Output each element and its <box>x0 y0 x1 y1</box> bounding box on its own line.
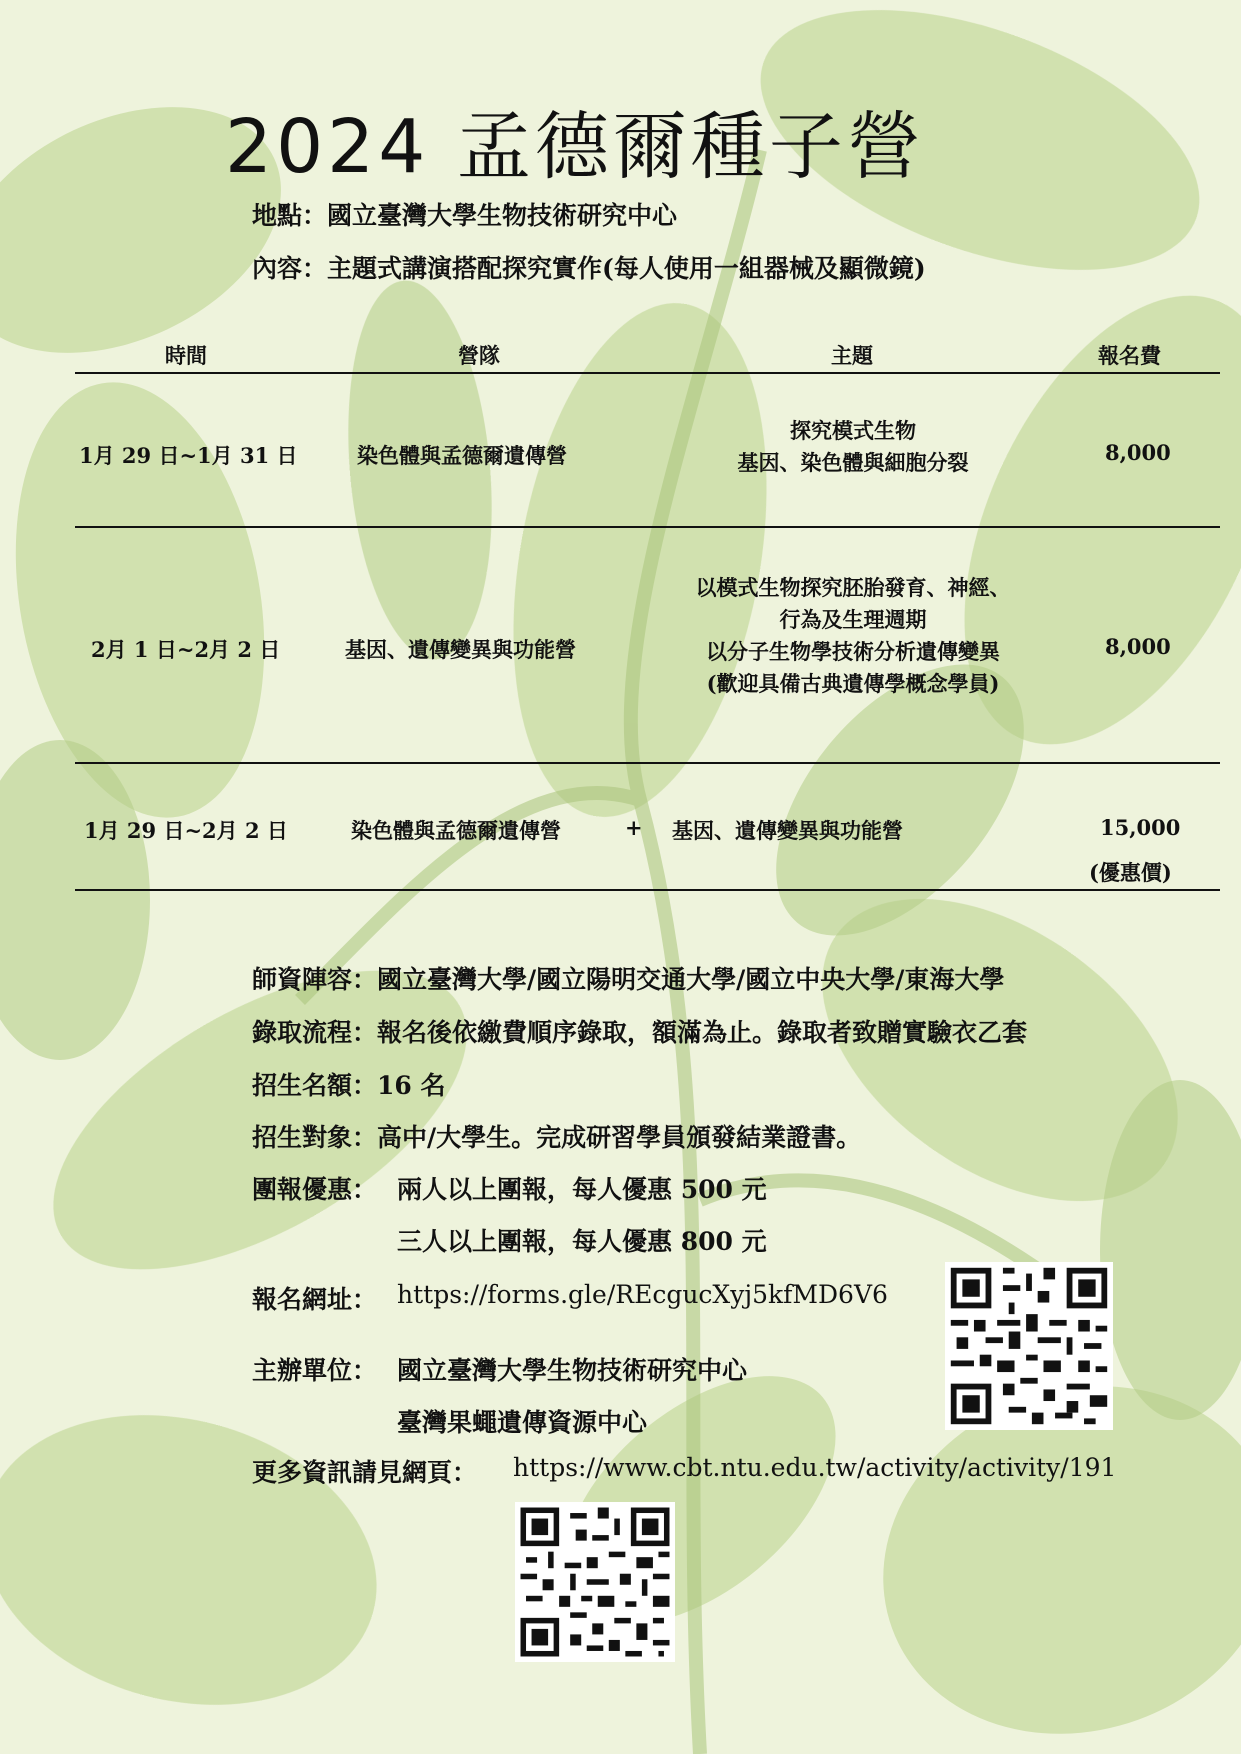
row1-time: 1月 29 日~1月 31 日 <box>79 443 298 468</box>
row3-fee: 15,000 <box>1100 815 1181 840</box>
quota-text: 招生名額：16 名 <box>252 1071 446 1100</box>
header-time: 時間 <box>165 343 207 368</box>
row2-time: 2月 1 日~2月 2 日 <box>91 637 281 662</box>
row1-camp: 染色體與孟德爾遺傳營 <box>357 443 567 468</box>
row1-topic-line: 基因、染色體與細胞分裂 <box>737 450 969 475</box>
organizer-label: 主辦單位： <box>252 1356 378 1385</box>
table-rule <box>75 372 1220 374</box>
row2-camp: 基因、遺傳變異與功能營 <box>345 637 576 662</box>
row2-topic-line: 行為及生理週期 <box>779 607 927 632</box>
row2-topic-line: 以分子生物學技術分析遺傳變異 <box>706 639 1000 664</box>
signup-link[interactable]: https://forms.gle/REcgucXyj5kfMD6V6 <box>397 1280 888 1309</box>
more-info-link[interactable]: https://www.cbt.ntu.edu.tw/activity/activity/191 <box>513 1453 1117 1482</box>
row2-topics <box>653 572 1053 700</box>
row3-fee-note: (優惠價) <box>1089 860 1172 885</box>
group-discount-line1: 兩人以上團報，每人優惠 500 元 <box>397 1175 767 1204</box>
organizer-2: 臺灣果蠅遺傳資源中心 <box>397 1408 648 1437</box>
group-discount-label: 團報優惠： <box>252 1175 378 1204</box>
header-topic: 主題 <box>831 343 873 368</box>
signup-label: 報名網址： <box>252 1285 378 1314</box>
table-rule <box>75 526 1220 528</box>
content-text: 內容：主題式講演搭配探究實作(每人使用一組器械及顯微鏡) <box>252 254 926 283</box>
row1-fee: 8,000 <box>1105 440 1171 465</box>
organizer-1: 國立臺灣大學生物技術研究中心 <box>397 1356 748 1385</box>
row1-topic-line: 探究模式生物 <box>790 418 916 443</box>
location-text: 地點：國立臺灣大學生物技術研究中心 <box>252 201 678 230</box>
row3-camp2: 基因、遺傳變異與功能營 <box>672 818 903 843</box>
faculty-text: 師資陣容：國立臺灣大學/國立陽明交通大學/國立中央大學/東海大學 <box>252 965 1005 994</box>
header-camp: 營隊 <box>458 343 500 368</box>
table-rule <box>75 762 1220 764</box>
row2-topic-line: (歡迎具備古典遺傳學概念學員) <box>706 671 1000 696</box>
target-text: 招生對象：高中/大學生。完成研習學員頒發結業證書。 <box>252 1123 862 1152</box>
admission-text: 錄取流程：報名後依繳費順序錄取，額滿為止。錄取者致贈實驗衣乙套 <box>252 1018 1028 1047</box>
row2-topic-line: 以模式生物探究胚胎發育、神經、 <box>695 575 1011 600</box>
table-rule <box>75 889 1220 891</box>
row2-fee: 8,000 <box>1105 634 1171 659</box>
more-info-label: 更多資訊請見網頁： <box>252 1458 478 1487</box>
header-fee: 報名費 <box>1098 343 1161 368</box>
group-discount-line2: 三人以上團報，每人優惠 800 元 <box>397 1227 767 1256</box>
row1-topics <box>653 415 1053 479</box>
row3-plus: + <box>625 815 643 840</box>
qr-code-icon[interactable] <box>945 1262 1113 1430</box>
page-title: 2024 孟德爾種子營 <box>225 104 925 190</box>
qr-code-icon[interactable] <box>515 1502 675 1662</box>
row3-camp: 染色體與孟德爾遺傳營 <box>351 818 561 843</box>
row3-time: 1月 29 日~2月 2 日 <box>84 818 288 843</box>
